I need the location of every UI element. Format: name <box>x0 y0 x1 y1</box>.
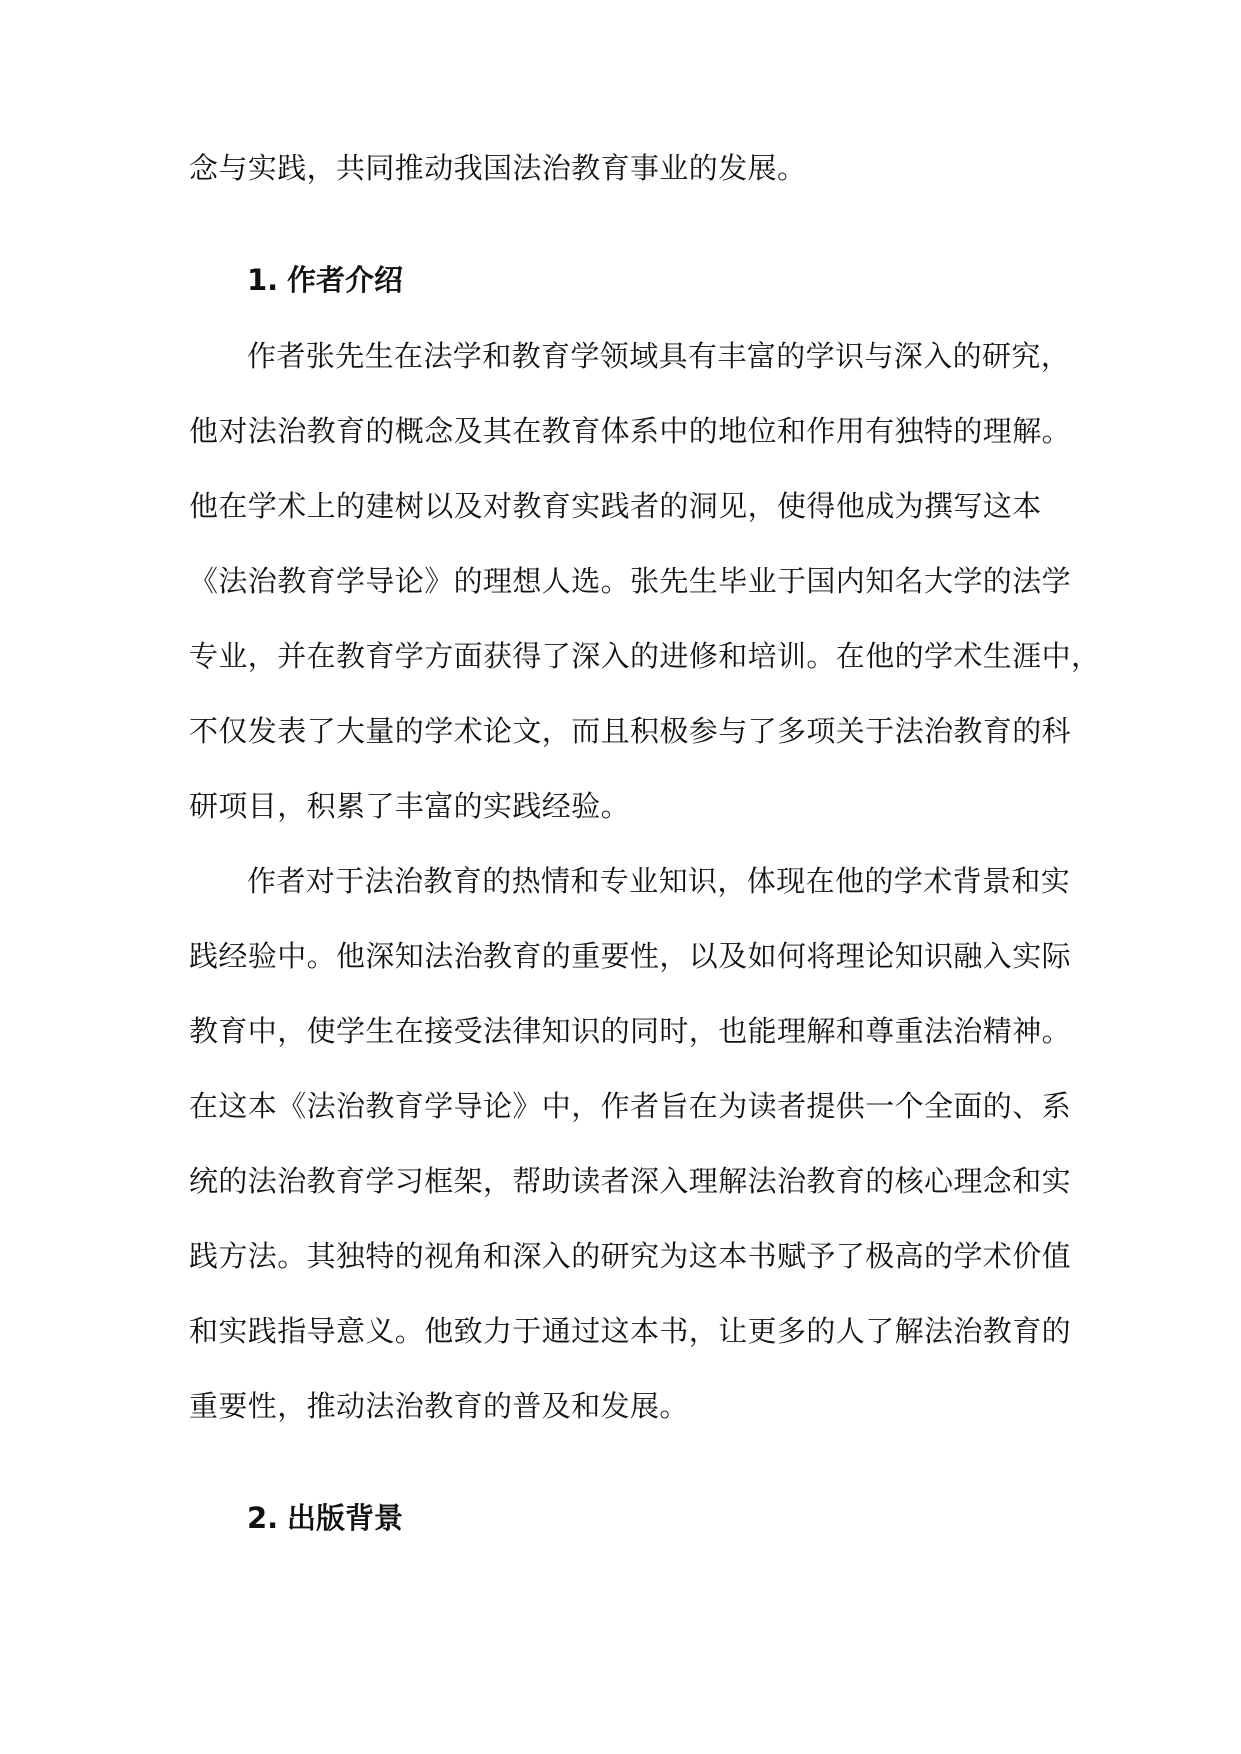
paragraph-line: 和实践指导意义。他致力于通过这本书，让更多的人了解法治教育的 <box>189 1314 1072 1348</box>
intro-tail-line: 念与实践，共同推动我国法治教育事业的发展。 <box>189 151 807 185</box>
section-number: 1. <box>247 263 279 297</box>
section-title: 作者介绍 <box>287 263 404 297</box>
section-number: 2. <box>247 1501 279 1535</box>
paragraph-line: 他在学术上的建树以及对教育实践者的洞见，使得他成为撰写这本 <box>189 489 1042 523</box>
paragraph-line: 教育中，使学生在接受法律知识的同时，也能理解和尊重法治精神。 <box>189 1014 1072 1048</box>
paragraph-line: 重要性，推动法治教育的普及和发展。 <box>189 1389 689 1423</box>
section-heading-publication <box>247 1498 403 1538</box>
paragraph-line: 他对法治教育的概念及其在教育体系中的地位和作用有独特的理解。 <box>189 414 1072 448</box>
paragraph-line: 践经验中。他深知法治教育的重要性，以及如何将理论知识融入实际 <box>189 939 1072 973</box>
paragraph-line: 作者张先生在法学和教育学领域具有丰富的学识与深入的研究， <box>247 339 1071 373</box>
section-heading-author <box>247 260 403 300</box>
paragraph-line: 《法治教育学导论》的理想人选。张先生毕业于国内知名大学的法学 <box>189 564 1072 598</box>
paragraph-line: 不仅发表了大量的学术论文，而且积极参与了多项关于法治教育的科 <box>189 714 1072 748</box>
paragraph-line: 研项目，积累了丰富的实践经验。 <box>189 789 631 823</box>
paragraph-line: 践方法。其独特的视角和深入的研究为这本书赋予了极高的学术价值 <box>189 1239 1072 1273</box>
paragraph-line: 在这本《法治教育学导论》中，作者旨在为读者提供一个全面的、系 <box>189 1089 1072 1123</box>
section-title: 出版背景 <box>287 1501 404 1535</box>
paragraph-line: 作者对于法治教育的热情和专业知识，体现在他的学术背景和实 <box>247 864 1071 898</box>
paragraph-line: 统的法治教育学习框架，帮助读者深入理解法治教育的核心理念和实 <box>189 1164 1072 1198</box>
paragraph-line: 专业，并在教育学方面获得了深入的进修和培训。在他的学术生涯中， <box>189 639 1101 673</box>
